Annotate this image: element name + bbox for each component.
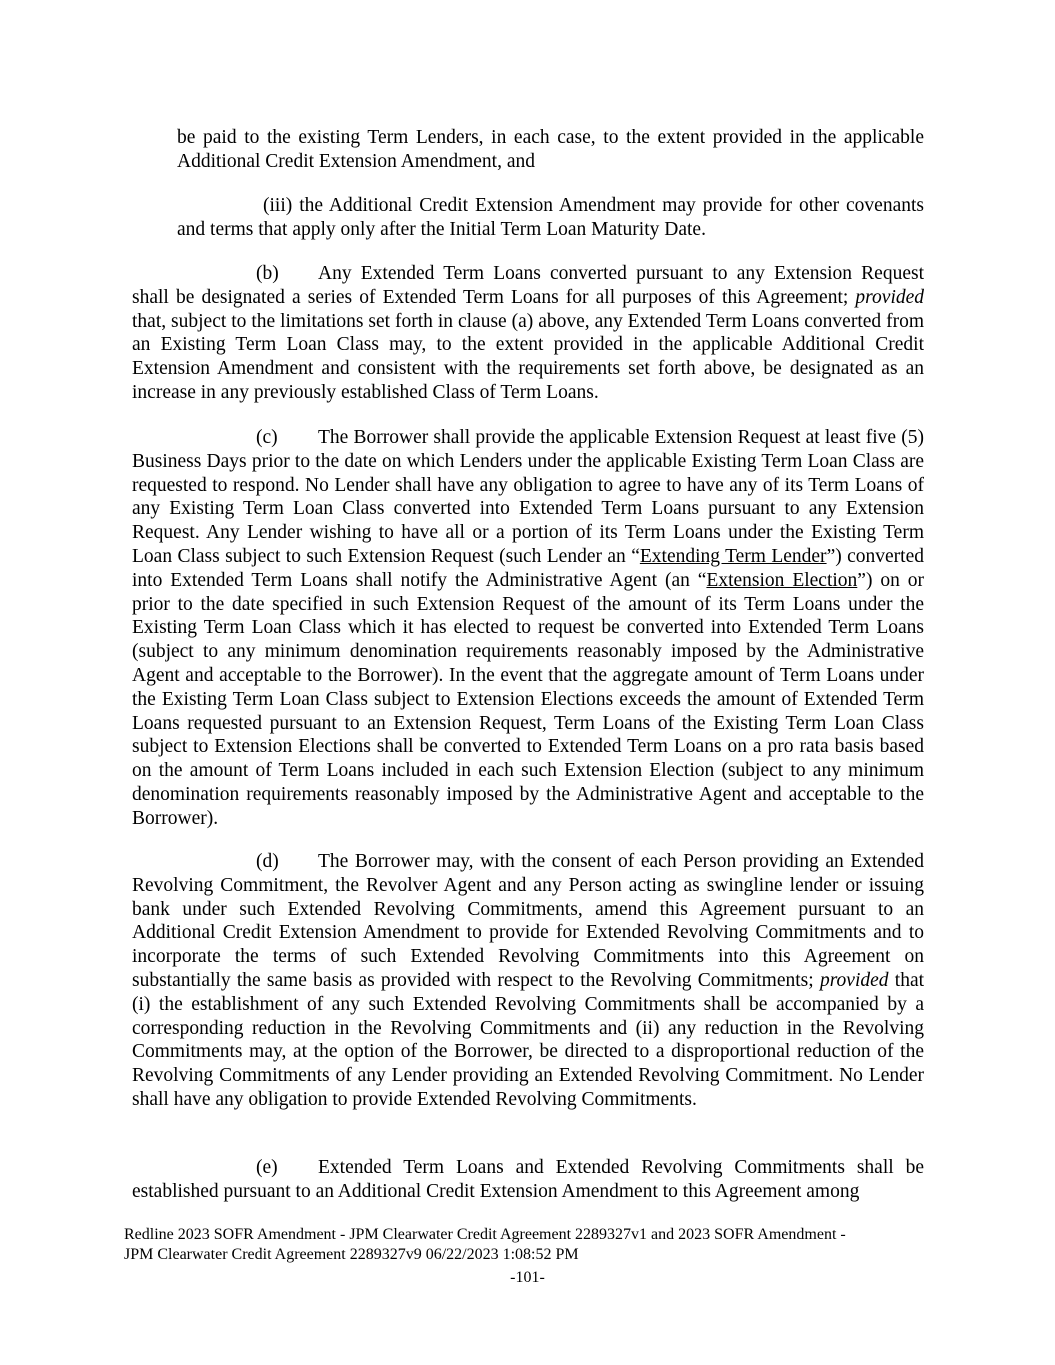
paragraph-text: Any Extended Term Loans converted pursuant to any Extension Request shall be designated a series of Extended Term Loans for all purposes of this Agreement; (132, 263, 924, 308)
clause-label: (c) (256, 427, 278, 448)
paragraph-text: The Borrower may, with the consent of each Person providing an Extended Revolving Commitment, the Revolver Agent and any Person acting as swingline lender or issuing bank under such Extended Revolving Commitments, amend this Agreement pursuant to an Additional Credit Extension Amendment to provide for Extended Revolving Commitments and to incorporate the terms of such Extended Revolving Commitments into this Agreement on substantially the same basis as provided with respect to the Revolving Commitments; (132, 851, 924, 991)
clause-label: (d) (256, 851, 279, 872)
paragraph-text: be paid to the existing Term Lenders, in each case, to the extent provided in the applicable Additional Credit Extension Amendment, and (177, 127, 924, 172)
paragraph-text: that (i) the establishment of any such Extended Revolving Commitments shall be accompanied by a corresponding reduction in the Revolving Commitments and (ii) any reduction in the Revolving Commitments may, at the option of the Borrower, be directed to a disproportional reduction of the Revolving Commitments of any Lender providing an Extended Revolving Commitment. No Lender shall have any obligation to provide Extended Revolving Commitments. (132, 969, 925, 1110)
defined-term-extending-term-lender: Extending Term Lender (639, 545, 827, 567)
proviso-italic: provided (819, 969, 889, 991)
paragraph-b (132, 262, 924, 405)
clause-label: (iii) (263, 195, 293, 216)
redline-footer (124, 1225, 924, 1264)
paragraph-text: The Borrower shall provide the applicable Extension Request at least five (5) Business Days prior to the date on which Lenders under the applicable Existing Term Loan Class are requested to respond. No Lender shall have any obligation to agree to have any of its Term Loans of any Existing Term Loan Class converted into Extended Term Loans pursuant to any Extension Request. Any Lender wishing to have all or a portion of its Term Loans under the Existing Term Loan Class subject to such Extension Request (such Lender an “ (132, 427, 924, 567)
paragraph-a-iii (177, 194, 924, 242)
page-number: -101- (510, 1269, 545, 1286)
paragraph-c (132, 426, 924, 831)
defined-term-extension-election: Extension Election (706, 569, 858, 591)
paragraph-text: the Additional Credit Extension Amendment may provide for other covenants and terms that apply only after the Initial Term Loan Maturity Date. (177, 195, 925, 240)
paragraph-text: Extended Term Loans and Extended Revolving Commitments shall be established pursuant to an Additional Credit Extension Amendment to this Agreement among (132, 1157, 924, 1202)
paragraph-d (132, 850, 924, 1112)
footer-line-1: Redline 2023 SOFR Amendment - JPM Clearwater Credit Agreement 2289327v1 and 2023 SOFR Amendment - (124, 1226, 846, 1243)
clause-label: (b) (256, 263, 279, 284)
paragraph-text: ”) on or prior to the date specified in such Extension Request of the amount of its Term Loans under the Existing Term Loan Class which it has elected to request be converted into Extended Term Loans (subject to any minimum denomination requirements reasonably imposed by the Administrative Agent and acceptable to the Borrower). In the event that the aggregate amount of Term Loans under the Existing Term Loan Class subject to Extension Elections exceeds the amount of Extended Term Loans requested pursuant to an Extension Request, Term Loans of the Existing Term Loan Class subject to Extension Elections shall be converted to Extended Term Loans on a pro rata basis based on the amount of Term Loans included in each such Extension Election (subject to any minimum denomination requirements reasonably imposed by the Administrative Agent and acceptable to the Borrower). (132, 569, 924, 829)
paragraph-text: ”) converted into Extended Term Loans shall notify the Administrative Agent (an “ (132, 545, 924, 591)
paragraph-a-ii-continuation (177, 126, 924, 174)
paragraph-e (132, 1156, 924, 1204)
paragraph-text: that, subject to the limitations set forth in clause (a) above, any Extended Term Loans converted from an Existing Term Loan Class may, to the extent provided in the applicable Additional Credit Extension Amendment and consistent with the requirements set forth above, be designated as an increase in any previously established Class of Term Loans. (132, 310, 924, 403)
proviso-italic: provided (855, 286, 925, 308)
clause-label: (e) (256, 1157, 278, 1178)
footer-line-2: JPM Clearwater Credit Agreement 2289327v9 06/22/2023 1:08:52 PM (124, 1245, 579, 1263)
